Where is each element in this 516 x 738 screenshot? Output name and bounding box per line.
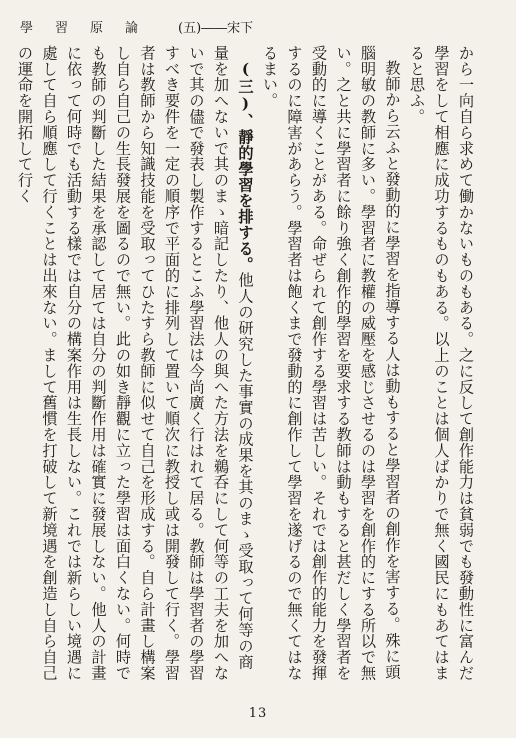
running-head — [0, 18, 516, 40]
section-3-text: 他人の研究した事實の成果を其のまゝ受取って何等の商量を加へないで其のまゝ暗記したり、他人の與へた方法を鵜呑にして何等の工夫を加へないで其の儘で發表し製作するとこふ學習法は今尚廣く行はれて居る。教師は學習者の學習すべき要件を一定の順序で平面的に排列して置いて順次に教授し或は開發して行く。學習者は教師から知識技能を受取ってひたすら教師に似せて自己を形成する。自ら計畫し構案し自ら自己の生長發展を圖るので無い。此の如き靜觀に立った學習は面白くない。何時でも教師の判斷した結果を承認して居ては自分の判斷作用は確實に發展しない。他人の計畫に依って何時でも活動する樣では自分の構案作用は生長しない。これでは新らしい境遇に處して自ら順應して行くことは出來ない。まして舊慣を打破して新境遇を創造し自ら自己の運命を開拓して行く — [16, 45, 255, 681]
running-head-book-title: 學習原論 — [20, 21, 161, 36]
section-3-heading: (三)、靜的學習を排する。 — [236, 60, 255, 273]
vertical-body-text — [16, 45, 478, 683]
paragraph-2: 教師から云ふと發動的に學習を指導する人は動もすると學習者の創作を害する。殊に頭腦明敏の教師に多い。學習者に教權の威壓を感じさせるのは學習を創作的にする所以で無い。之と共に學習者に餘り強く創作的學習を要求する教師は動もすると甚だしく學習者を受動的に導くことがある。命ぜられて創作する學習は苦しい。それでは創作的能力を發揮するのに障害があらう。學習者は飽くまで發動的に創作して學習を遂げるので無くてはなるまい。 — [261, 45, 402, 681]
section-3-paragraph — [13, 45, 258, 683]
running-head-chapter: (五)――宋下 — [178, 21, 254, 36]
page-number: 13 — [248, 706, 268, 721]
paragraph-1: から一向自ら求めて働かないものもある。之に反して創作能力は貧弱でも發動性に富んだ學習をして相應に成功するものもある。以上のことは個人ばかりで無く國民にもあてはまると思ふ。 — [408, 45, 475, 681]
